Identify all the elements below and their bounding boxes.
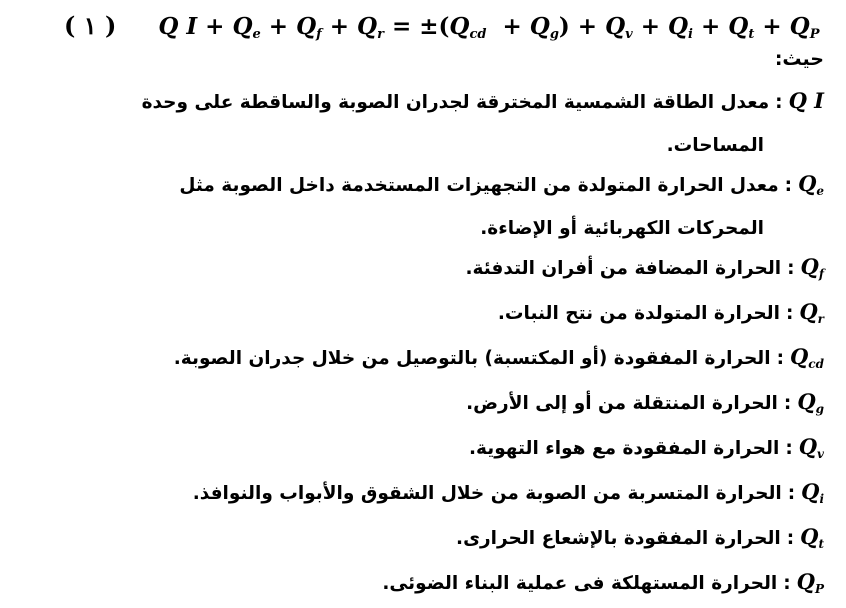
- equation-rhs-2: $Q_i$: [667, 13, 693, 42]
- definition-text: معدل الطاقة الشمسية المخترقة لجدران الصوبة والساقطة على وحدة: [141, 92, 770, 113]
- definition-symbol: $Q_t$: [800, 524, 824, 551]
- equation-lhs-1: Q I: [158, 13, 198, 40]
- definition-symbol: Q I: [788, 88, 824, 113]
- equation-number: ( ١ ): [64, 11, 117, 40]
- definition-symbol: $Q_f$: [800, 254, 824, 281]
- definition-text-continued: المساحات.: [666, 135, 764, 156]
- definition-item: $Q_P:الحرارة$ المستهلكة فى عملية البناء الضوئى.: [20, 563, 824, 608]
- definition-text: الحرارة المستهلكة فى عملية البناء الضوئى.: [382, 573, 778, 594]
- definition-item: $Q_g:الحرارة$ المنتقلة من أو إلى الأرض.: [20, 383, 824, 428]
- where-heading: حيث:: [774, 48, 824, 70]
- equation-group-2: $Q_g$: [529, 13, 559, 42]
- definition-item: $Q_e:معدل$ الحرارة المتولدة من التجهيزات المستخدمة داخل الصوبة مثل المحركات الكهربائية أو الإضاءة.: [20, 165, 824, 248]
- definition-text: الحرارة المتولدة من نتح النبات.: [497, 303, 780, 324]
- equation-lhs-4: $Q_r$: [357, 13, 384, 42]
- definition-item: Q I:معدل الطاقة الشمسية المخترقة لجدران الصوبة والساقطة على وحدة المساحات.: [20, 82, 824, 165]
- definition-text: الحرارة المفقودة (أو المكتسبة) بالتوصيل من خلال جدران الصوبة.: [173, 348, 771, 369]
- definition-symbol: $Q_i$: [801, 479, 824, 506]
- definition-symbol: $Q_e$: [798, 171, 824, 198]
- equation-rhs-1: $Q_v$: [605, 13, 633, 42]
- definition-text: الحرارة المفقودة بالإشعاع الحرارى.: [456, 528, 781, 549]
- equation-rhs-4: $Q_P$: [789, 13, 820, 42]
- definition-item: $Q_t:الحرارة$ المفقودة بالإشعاع الحرارى.: [20, 518, 824, 563]
- definition-text-continued: المحركات الكهربائية أو الإضاءة.: [480, 218, 764, 239]
- definition-item: $Q_i:الحرارة$ المتسربة من الصوبة من خلال الشقوق والأبواب والنوافذ.: [20, 473, 824, 518]
- equation-lhs-3: $Q_f$: [296, 13, 322, 42]
- definition-item: $Q_v:الحرارة$ المفقودة مع هواء التهوية.: [20, 428, 824, 473]
- definition-text: الحرارة المتسربة من الصوبة من خلال الشقوق والأبواب والنوافذ.: [192, 483, 782, 504]
- definition-item: $Q_{cd}:الحرارة$ المفقودة (أو المكتسبة) بالتوصيل من خلال جدران الصوبة.: [20, 338, 824, 383]
- heat-balance-equation: ( ١ ) Q $I + Q_e + Q_f + Q_r = \pm(Q_{cd} + Q_g) + Q_v + Q_i + Q_t + Q_P$: [64, 6, 764, 46]
- definition-symbol: $Q_{cd}$: [790, 344, 824, 371]
- definition-text: الحرارة المضافة من أفران التدفئة.: [465, 258, 782, 279]
- definition-item: $Q_f:الحرارة$ المضافة من أفران التدفئة.: [20, 248, 824, 293]
- equation-rhs-3: $Q_t$: [728, 13, 755, 42]
- equation-equals: = ±: [391, 13, 439, 40]
- definition-text: الحرارة المنتقلة من أو إلى الأرض.: [466, 393, 778, 414]
- definition-symbol: $Q_r$: [799, 299, 824, 326]
- definition-text: معدل الحرارة المتولدة من التجهيزات المستخدمة داخل الصوبة مثل: [179, 175, 779, 196]
- definitions-list: [20, 82, 824, 608]
- equation-lhs-2: $Q_e$: [232, 13, 261, 42]
- definition-item: $Q_r:الحرارة$ المتولدة من نتح النبات.: [20, 293, 824, 338]
- definition-text: الحرارة المفقودة مع هواء التهوية.: [469, 438, 780, 459]
- definition-symbol: $Q_g$: [797, 389, 824, 416]
- equation-group-1: $Q_{cd}$: [449, 13, 487, 42]
- definition-symbol: $Q_v$: [798, 434, 824, 461]
- definition-symbol: $Q_P$: [796, 569, 824, 596]
